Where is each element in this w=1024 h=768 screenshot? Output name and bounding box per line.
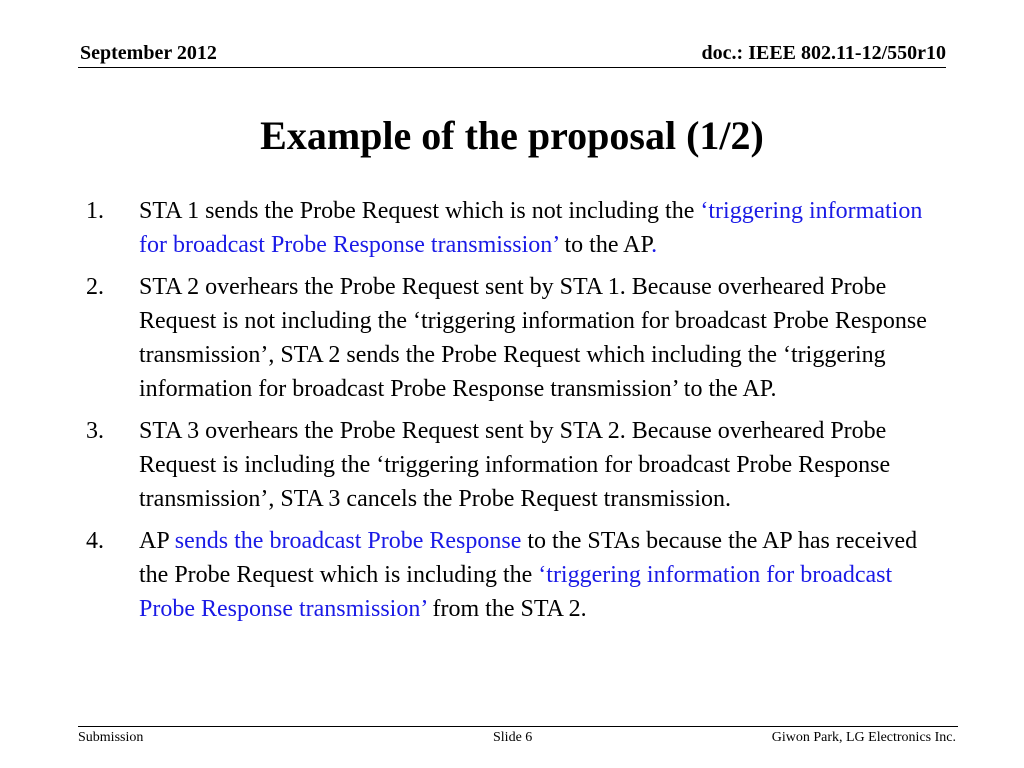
list-item-text: AP [139, 528, 175, 554]
highlighted-text: . [651, 232, 658, 258]
list-item-text: from the STA 2. [426, 596, 587, 622]
list-item [86, 270, 946, 406]
highlighted-text: ‘triggering information for broadcast Probe Response transmission’ [139, 198, 923, 258]
footer-author: Giwon Park, LG Electronics Inc. [771, 730, 956, 745]
header-divider [78, 67, 946, 68]
footer-divider [78, 726, 958, 727]
list-item-text: to the STAs because the AP has received the Probe Request which is including the [139, 528, 918, 588]
footer-slide-number: Slide 6 [493, 730, 533, 745]
list-item-text: to the AP [558, 232, 652, 258]
header-doc-id: doc.: IEEE 802.11-12/550r10 [701, 42, 946, 64]
highlighted-text: ‘triggering information for broadcast Probe Response transmission’ [139, 562, 893, 622]
header-date: September 2012 [80, 42, 217, 64]
list-item-text: STA 3 overhears the Probe Request sent by STA 2. Because overheared Probe Request is including the ‘triggering information for broadcast Probe Response transmission’, STA 3 cancels the Probe Request transmission. [139, 418, 891, 512]
body-list [86, 194, 946, 634]
list-item [86, 524, 946, 626]
list-item-number: 1. [86, 198, 104, 224]
list-item-number: 4. [86, 528, 104, 554]
slide-title: Example of the proposal (1/2) [260, 113, 764, 158]
list-item-text: STA 2 overhears the Probe Request sent by STA 1. Because overheared Probe Request is not including the ‘triggering information for broadcast Probe Response transmission’, STA 2 sends the Probe Request which including the ‘triggering information for broadcast Probe Response transmission’ to the AP. [139, 274, 927, 402]
list-item [86, 194, 946, 262]
footer-submission: Submission [78, 730, 144, 745]
list-item-text: STA 1 sends the Probe Request which is not including the [139, 198, 701, 224]
list-item [86, 414, 946, 516]
list-item-number: 2. [86, 274, 104, 300]
list-item-number: 3. [86, 418, 104, 444]
highlighted-text: sends the broadcast Probe Response [174, 528, 522, 554]
